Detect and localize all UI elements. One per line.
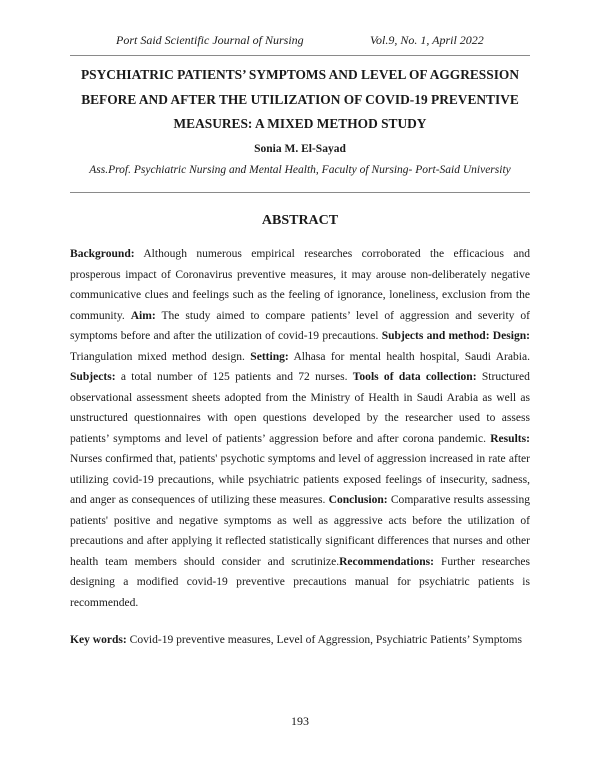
results-text: Nurses confirmed that, patients' psychotic symptoms and level of aggression increased in rate after utilizing covid-19 precautions, while psychiatric patients exposed feelings of insecurity, sadness, and anger as consequences of utilizing these measures. [70, 453, 530, 506]
page-number: 193 [291, 714, 309, 728]
tools-label: Tools of data collection: [352, 371, 477, 383]
subjects-text: a total number of 125 patients and 72 nurses. [115, 371, 353, 383]
abstract-body [70, 244, 530, 613]
subjects-label: Subjects: [70, 371, 116, 383]
conclusion-label: Conclusion: [328, 494, 388, 506]
tools-text: Structured observational assessment sheets adopted from the Ministry of Health in Saudi Arabia as well as unstructured questionnaires with open questions developed by the researcher used to assess patients’ symptoms and level of patients’ aggression before and after corona pandemic. [70, 371, 530, 445]
conclusion-text: Comparative results assessing patients' positive and negative symptoms as well as aggressive acts before the utilization of precautions and after applying it reflected statistically significant differences that nurses and other health team members should consider and scrutinize. [70, 494, 530, 568]
design-label: Design: [489, 330, 530, 342]
subjects-method-label: Subjects and method: [381, 330, 490, 342]
keywords [70, 630, 530, 651]
background-label: Background: [70, 248, 135, 260]
journal-name: Port Said Scientific Journal of Nursing [116, 33, 304, 47]
keywords-text: Covid-19 preventive measures, Level of Aggression, Psychiatric Patients’ Symptoms [126, 634, 522, 646]
aim-label: Aim: [130, 309, 156, 322]
title-line: PSYCHIATRIC PATIENTS’ SYMPTOMS AND LEVEL OF AGGRESSION [81, 67, 519, 82]
aim-text: The study aimed to compare patients’ level of aggression and severity of symptoms before and after the utilization of covid-19 precautions. [70, 309, 530, 342]
header-divider [70, 55, 530, 56]
setting-text: Alhasa for mental health hospital, Saudi Arabia. [288, 350, 530, 363]
recommendations-label: Recommendations: [339, 555, 435, 568]
keywords-label: Key words: [70, 634, 127, 646]
author-affiliation: Ass.Prof. Psychiatric Nursing and Mental Health, Faculty of Nursing- Port-Said University [89, 164, 511, 176]
abstract-heading: ABSTRACT [261, 213, 339, 228]
paper-title [66, 63, 534, 137]
title-line: MEASURES: A MIXED METHOD STUDY [173, 116, 427, 131]
setting-label: Setting: [250, 350, 289, 363]
design-text: Triangulation mixed method design. [70, 350, 251, 363]
volume-info: Vol.9, No. 1, April 2022 [370, 33, 484, 47]
author-name: Sonia M. El-Sayad [254, 143, 346, 155]
results-label: Results: [490, 432, 530, 445]
recommendations-text: Further researches designing a modified covid-19 preventive precautions manual for psychiatric patients is recommended. [70, 555, 530, 609]
title-line: BEFORE AND AFTER THE UTILIZATION OF COVID-19 PREVENTIVE [81, 91, 519, 107]
running-header [70, 33, 530, 49]
background-text: Although numerous empirical researches corroborated the efficacious and prosperous impact of Coronavirus preventive measures, it may arouse non-deliberately negative communicative clues and feelings such as the feeling of ignorance, loneliness, exclusion from the community. [70, 248, 530, 322]
affiliation-divider [70, 192, 530, 193]
